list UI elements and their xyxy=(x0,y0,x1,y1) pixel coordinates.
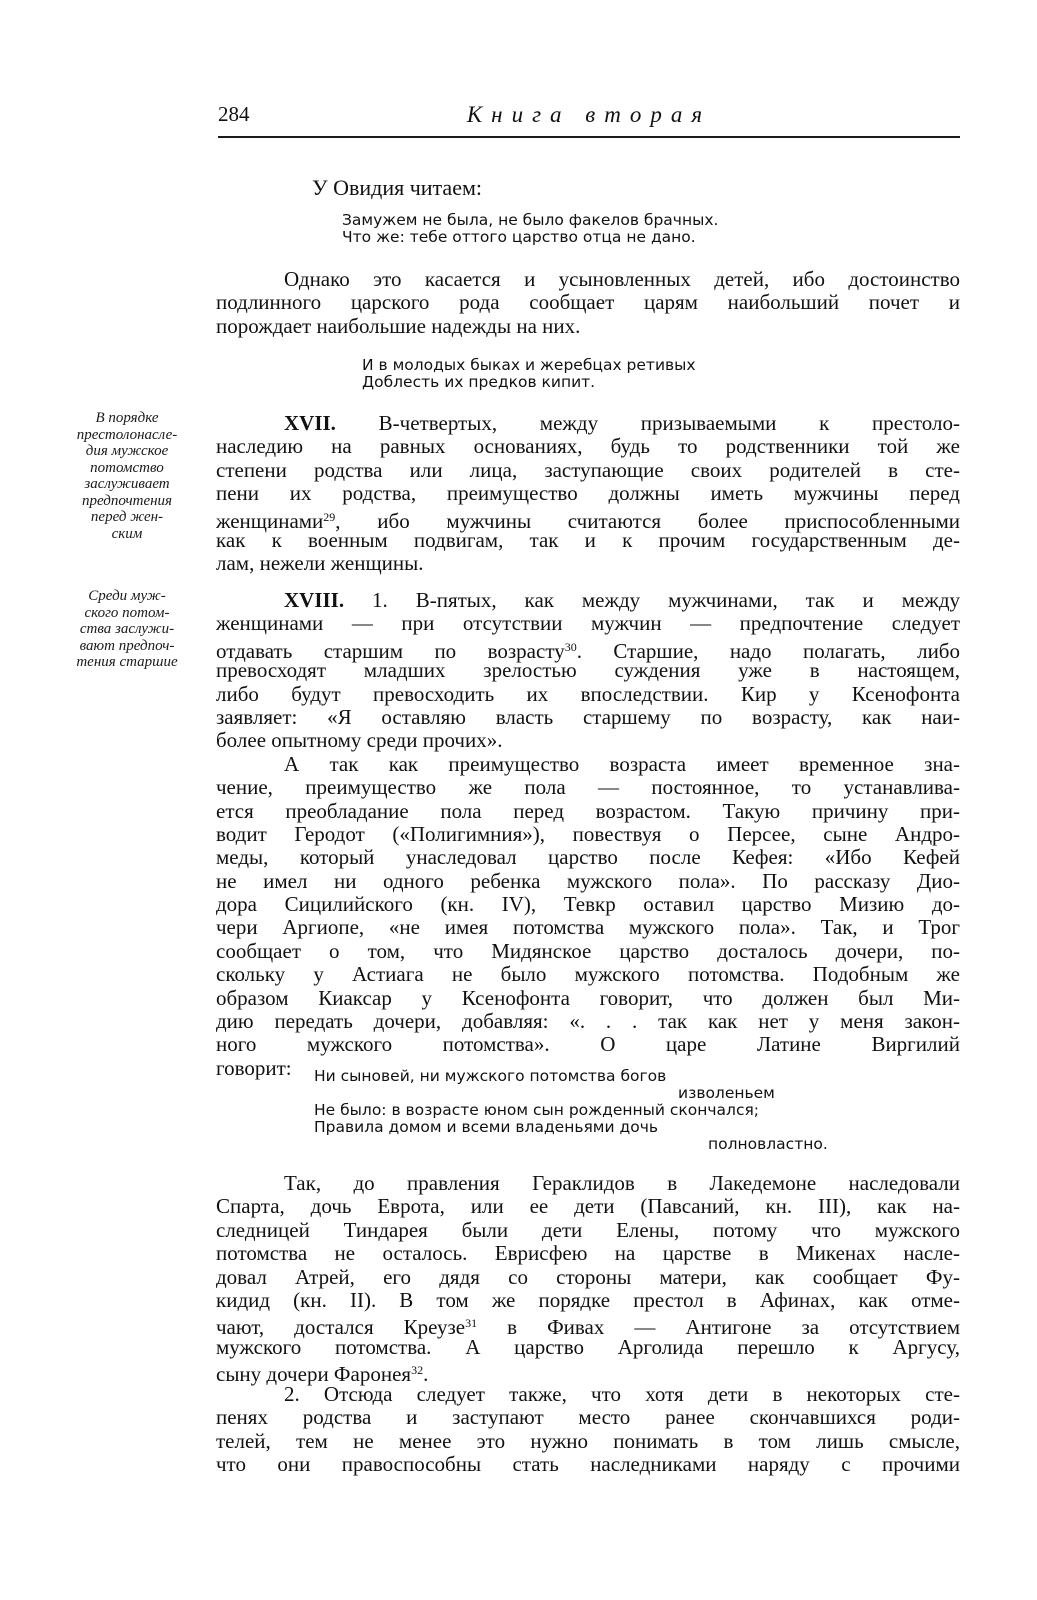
text-line: либо будут превосходить их впоследствии. Кир у Ксенофонта xyxy=(216,681,960,706)
verse-line: Не было: в возрасте юном сын рожденный скончался; xyxy=(314,1101,760,1119)
text-line: говорит: xyxy=(216,1055,292,1080)
section-numeral: XVII. xyxy=(284,411,336,435)
verse-line: И в молодых быках и жеребцах ретивых xyxy=(362,356,696,374)
text-fragment: сыну дочери Фаронея xyxy=(216,1362,412,1387)
paragraph-2 xyxy=(216,1383,960,1477)
verse-quote-virgil xyxy=(314,1068,828,1153)
footnote-ref: 32 xyxy=(411,1363,424,1378)
text-line: чери Аргиопе, «не имея потомства мужского пола». Так, и Трог xyxy=(216,915,960,940)
text-line: Так, до правления Гераклидов в Лакедемоне наследовали xyxy=(284,1171,960,1195)
verse-line: Замужем не была, не было факелов брачных. xyxy=(342,211,719,229)
verse-line: Правила домом и всеми владеньями дочь xyxy=(314,1118,658,1136)
text-fragment: женщинами xyxy=(216,508,324,533)
text-line xyxy=(216,506,960,533)
text-line: ется преобладание пола перед возрастом. Такую причину при- xyxy=(216,798,960,823)
margin-note-line: заслуживает xyxy=(84,476,170,492)
margin-note-line: престолонасле- xyxy=(76,426,178,443)
text-line: водит Геродот («Полигимния»), повествуя о Персее, сыне Андро- xyxy=(216,821,960,846)
text-line: меды, который унаследовал царство после Кефея: «Ибо Кефей xyxy=(216,845,960,870)
footnote-ref: 29 xyxy=(323,509,336,524)
text-line xyxy=(216,1312,960,1340)
margin-note-line: В порядке xyxy=(95,410,159,426)
text-line xyxy=(216,412,960,435)
text-fragment: в Фивах — Антигоне за отсутствием xyxy=(477,1315,960,1340)
text-line: женщинами — при отсутствии мужчин — предпочтение следует xyxy=(216,611,960,636)
text-line: сообщает о том, что Мидянское царство досталось дочери, по- xyxy=(216,938,960,963)
text-line: телей, тем не менее это нужно понимать в том лишь смысле, xyxy=(216,1428,960,1453)
margin-note-line: тения старшие xyxy=(76,654,178,670)
text-line xyxy=(216,589,960,612)
page-number: 284 xyxy=(218,102,250,126)
running-title: Книга вторая xyxy=(466,102,712,127)
margin-note-male-line xyxy=(52,410,202,542)
text-line: мужского потомства. А царство Арголида перешло к Аргусу, xyxy=(216,1334,960,1359)
text-line xyxy=(216,636,960,663)
text-fragment: . xyxy=(423,1362,429,1387)
text-line: дию передать дочери, добавляя: «. . . так как нет у меня закон- xyxy=(216,1009,960,1034)
section-18 xyxy=(216,589,960,1080)
verse-quote-ovid xyxy=(342,212,718,246)
text-fragment: , ибо мужчины считаются более приспособленными xyxy=(335,508,960,533)
text-line: Однако это касается и усыновленных детей, ибо достоинство xyxy=(284,267,960,291)
footnote-ref: 30 xyxy=(564,639,577,654)
text-line: превосходят младших зрелостью суждения уже в настоящем, xyxy=(216,658,960,683)
text-line: образом Киаксар у Ксенофонта говорит, что должен был Ми- xyxy=(216,985,960,1010)
text-line: дора Сицилийского (кн. IV), Тевкр оставил царство Мизию до- xyxy=(216,892,960,917)
text-line: скольку у Астиага не было мужского потомства. Подобным же xyxy=(216,962,960,987)
paragraph-adopted-children xyxy=(216,268,960,338)
verse-line: изволеньем xyxy=(678,1084,775,1102)
text-line: кидид (кн. II). В том же порядке престол в Афинах, как отме- xyxy=(216,1287,960,1312)
text-line: наследию на равных основаниях, будь то родственники той же xyxy=(216,434,960,459)
text-line: не имел ни одного ребенка мужского пола». По рассказу Дио- xyxy=(216,868,960,893)
text-line: лам, нежели женщины. xyxy=(216,551,424,576)
text-line: заявляет: «Я оставляю власть старшему по возрасту, как наи- xyxy=(216,704,960,729)
text-line: довал Атрей, его дядя со стороны матери, как сообщает Фу- xyxy=(216,1264,960,1289)
margin-note-seniority xyxy=(52,588,202,671)
page-header xyxy=(218,100,960,138)
text-line: следницей Тиндарея были дети Елены, потому что мужского xyxy=(216,1217,960,1242)
verse-quote-bulls xyxy=(362,357,696,391)
verse-line: полновластно. xyxy=(708,1135,828,1153)
text-line: подлинного царского рода сообщает царям наибольший почет и xyxy=(216,290,960,315)
paragraph-sparta xyxy=(216,1171,960,1387)
text-line: потомства не осталось. Еврисфею на царстве в Микенах насле- xyxy=(216,1241,960,1266)
margin-note-line: предпочтения xyxy=(81,492,173,509)
text-line: чение, преимущество же пола — постоянное, то устанавлива- xyxy=(216,775,960,800)
margin-note-line: Среди муж- xyxy=(88,588,166,604)
text-line: пенях родства и заступают место ранее скончавшихся роди- xyxy=(216,1405,960,1430)
text-fragment: чают, достался Креузе xyxy=(216,1315,466,1340)
margin-note-line: вают предпоч- xyxy=(79,637,175,654)
text-line: ного мужского потомства». О царе Латине Виргилий xyxy=(216,1032,960,1057)
text-fragment: отдавать старшим по возрасту xyxy=(216,638,565,663)
verse-line: Ни сыновей, ни мужского потомства богов xyxy=(314,1067,667,1085)
text-fragment: 1. В-пятых, как между мужчинами, так и между xyxy=(372,588,961,612)
text-line: как к военным подвигам, так и к прочим государственным де- xyxy=(216,527,960,552)
text-line xyxy=(216,1359,960,1387)
margin-note-line: ского потом- xyxy=(84,604,170,621)
text-line: пени их родства, преимущество должны иметь мужчины перед xyxy=(216,481,960,506)
margin-note-line: потомство xyxy=(90,459,164,476)
text-line: А так как преимущество возраста имеет временное зна- xyxy=(284,751,960,776)
text-line: что они правоспособны стать наследниками наряду с прочими xyxy=(216,1452,960,1477)
margin-note-line: перед жен- xyxy=(90,509,164,525)
text-line: Спарта, дочь Еврота, или ее дети (Павсаний, кн. III), как на- xyxy=(216,1194,960,1219)
verse-line: Доблесть их предков кипит. xyxy=(362,373,596,391)
text-line: 2. Отсюда следует также, что хотя дети в некоторых сте- xyxy=(284,1382,960,1406)
text-line: степени родства или лица, заступающие своих родителей в сте- xyxy=(216,457,960,482)
text-line: более опытному среди прочих». xyxy=(216,728,503,753)
margin-note-line: ским xyxy=(111,525,143,542)
text-line: порождает наибольшие надежды на них. xyxy=(216,313,581,338)
section-numeral: XVIII. xyxy=(284,588,345,612)
text-fragment: . Старшие, надо полагать, либо xyxy=(576,638,960,663)
intro-line: У Овидия читаем: xyxy=(312,175,482,200)
text-fragment: В-четвертых, между призываемыми к престоло- xyxy=(378,411,961,435)
margin-note-line: ства заслужи- xyxy=(79,621,175,637)
footnote-ref: 31 xyxy=(465,1316,478,1331)
section-17 xyxy=(216,412,960,576)
verse-line: Что же: тебе оттого царство отца не дано. xyxy=(342,228,696,246)
margin-note-line: дия мужское xyxy=(85,443,169,459)
